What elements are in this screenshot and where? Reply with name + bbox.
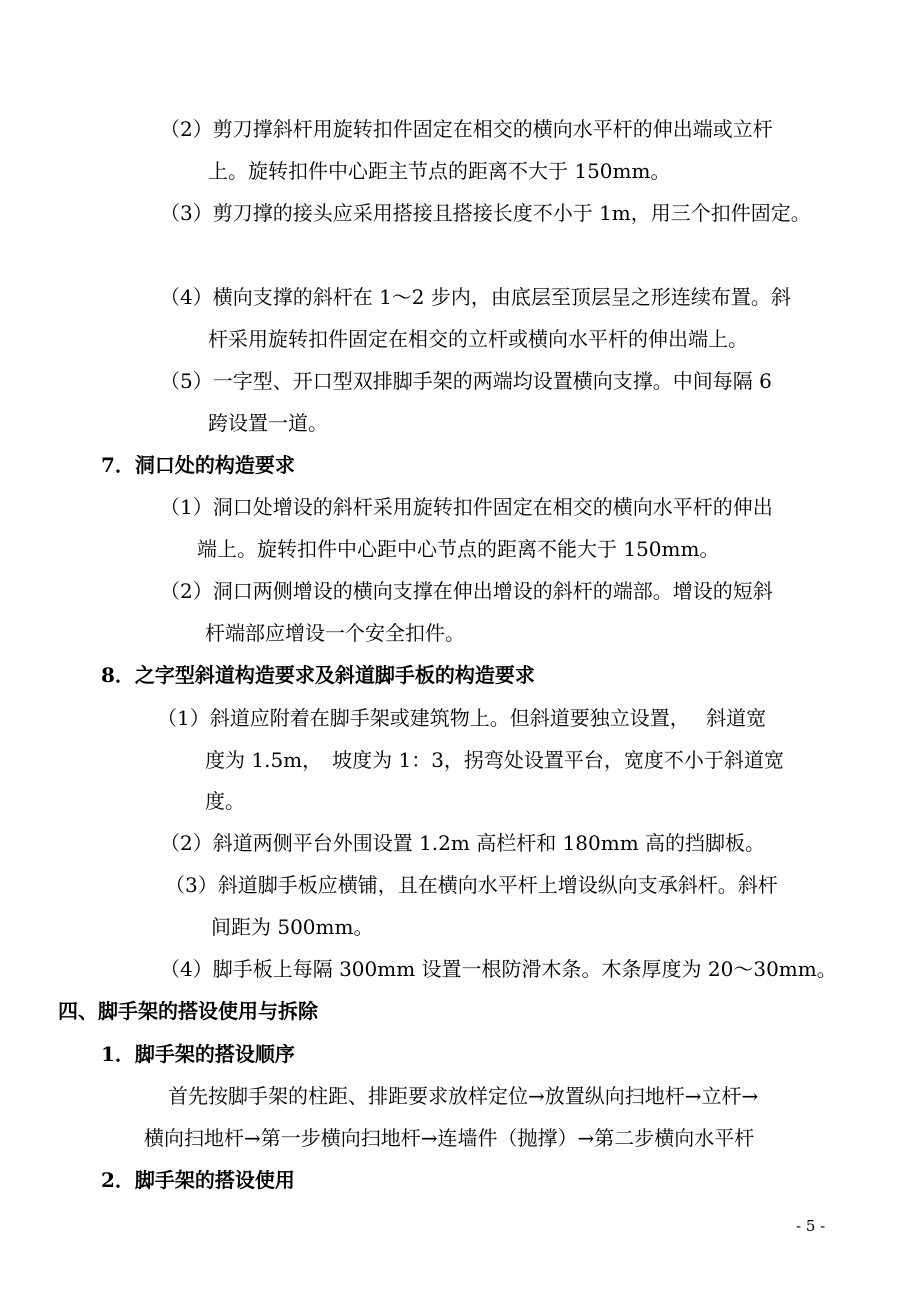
item-8-1-line3: 度。 [205,789,245,813]
item-6-3: （3）剪刀撑的接头应采用搭接且搭接长度不小于 1m，用三个扣件固定。 [160,201,811,225]
item-8-3-line1: （3）斜道脚手板应横铺，且在横向水平杆上增设纵向支承斜杆。斜杆 [165,873,778,897]
heading-4-1: 1．脚手架的搭设顺序 [101,1042,295,1066]
heading-7: 7．洞口处的构造要求 [101,453,295,477]
item-6-2-line1: （2）剪刀撑斜杆用旋转扣件固定在相交的横向水平杆的伸出端或立杆 [160,117,773,141]
section-4-heading: 四、脚手架的搭设使用与拆除 [58,999,318,1023]
item-7-2-line1: （2）洞口两侧增设的横向支撑在伸出增设的斜杆的端部。增设的短斜 [160,579,773,603]
item-6-4-line2: 杆采用旋转扣件固定在相交的立杆或横向水平杆的伸出端上。 [208,327,748,351]
para-4-1-line1: 首先按脚手架的柱距、排距要求放样定位→放置纵向扫地杆→立杆→ [168,1084,759,1108]
page-number: - 5 - [796,1217,826,1235]
item-6-5-line2: 跨设置一道。 [208,411,328,435]
heading-8: 8．之字型斜道构造要求及斜道脚手板的构造要求 [101,663,535,687]
item-8-2: （2）斜道两侧平台外围设置 1.2m 高栏杆和 180mm 高的挡脚板。 [160,831,766,855]
item-8-1-line1: （1）斜道应附着在脚手架或建筑物上。但斜道要独立设置， 斜道宽 [157,706,767,730]
item-6-4-line1: （4）横向支撑的斜杆在 1～2 步内，由底层至顶层呈之形连续布置。斜 [160,285,791,309]
item-7-1-line1: （1）洞口处增设的斜杆采用旋转扣件固定在相交的横向水平杆的伸出 [160,495,773,519]
item-8-3-line2: 间距为 500mm。 [211,915,374,939]
item-6-2-line2: 上。旋转扣件中心距主节点的距离不大于 150mm。 [208,159,671,183]
item-7-1-line2: 端上。旋转扣件中心距中心节点的距离不能大于 150mm。 [197,537,720,561]
heading-4-2: 2．脚手架的搭设使用 [101,1168,295,1192]
item-7-2-line2: 杆端部应增设一个安全扣件。 [205,621,465,645]
item-6-5-line1: （5）一字型、开口型双排脚手架的两端均设置横向支撑。中间每隔 6 [160,369,772,393]
item-8-4: （4）脚手板上每隔 300mm 设置一根防滑木条。木条厚度为 20～30mm。 [160,957,837,981]
para-4-1-line2: 横向扫地杆→第一步横向扫地杆→连墙件（抛撑）→第二步横向水平杆 [144,1126,755,1150]
item-8-1-line2: 度为 1.5m， 坡度为 1：3，拐弯处设置平台，宽度不小于斜道宽 [205,748,784,772]
